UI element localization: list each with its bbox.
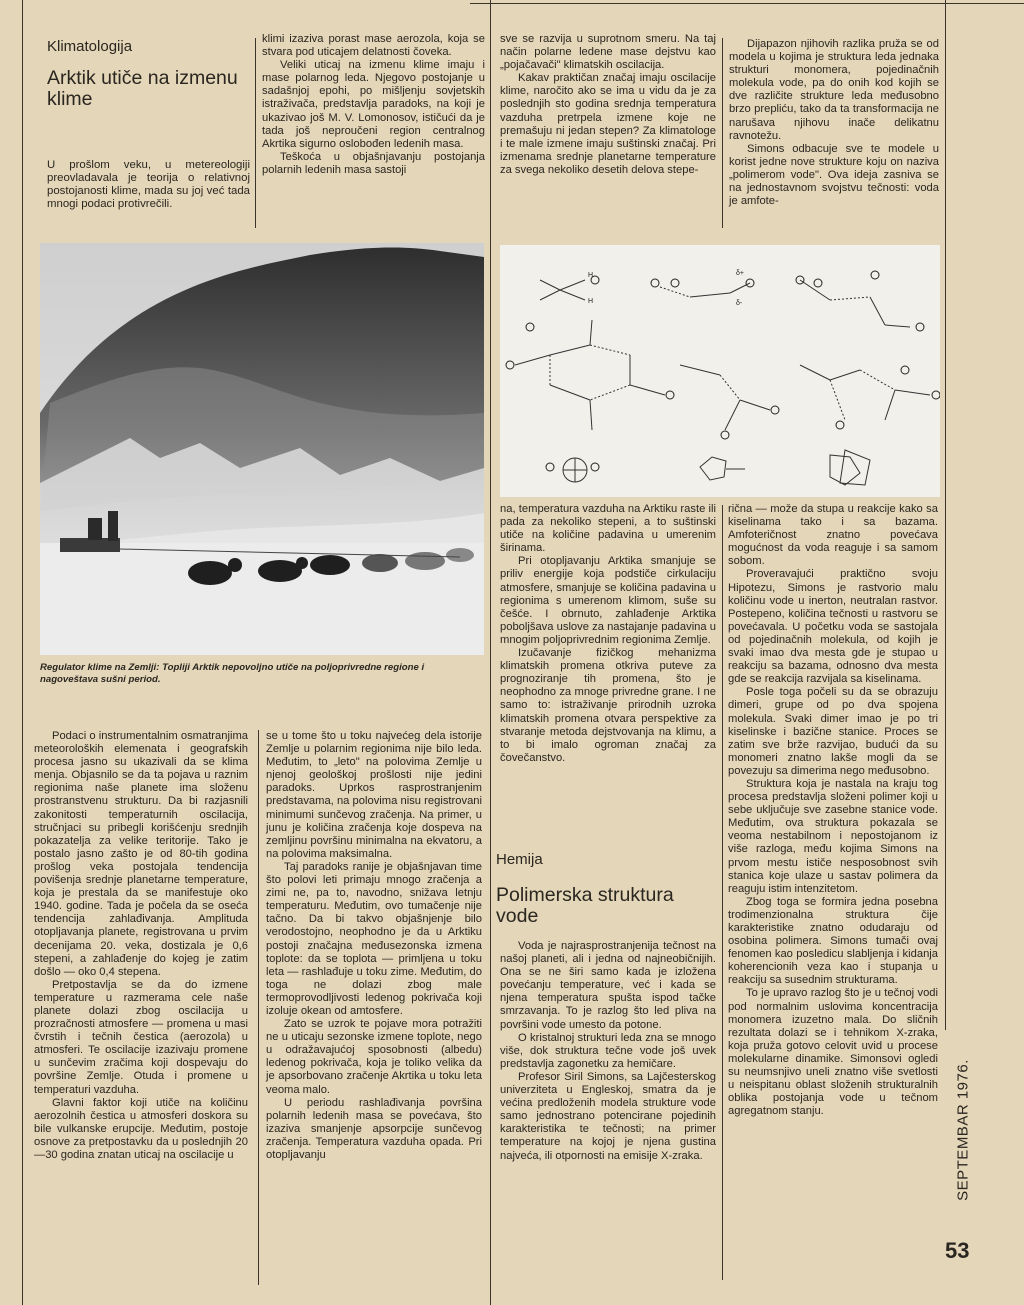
diagram-label: H [588,298,594,305]
paragraph: Izučavanje fizičkog mehanizma klimatskih promena otkriva puteve za prognoziranje tih promena, što je neophodno za mnoge privredne grane. I ne samo to: istraživanje prirodnih uzroka klimatskih promena otvara perspektive za stvaranje metoda dejstvovanja na klimu, a to bi imalo ogroman značaj za čovečanstvo. [500,647,716,764]
paragraph: Pri otopljavanju Arktika smanjuje se priliv energije koja podstiče cirkulaciju atmosfere, smanjuje se količina padavina u regionima s umerenom klimom, suše su češće. I obrnuto, zahlađenje Arktika poboljšava uslove za nastajanje padavina u mnogim poljoprivrednim regionima Zemlje. [500,555,716,646]
paragraph: Podaci o instrumentalnim osmatranjima meteoroloških elemenata i geografskih procesa jasno su ukazivali da se klima menja. Objasnilo se da ta pojava u raznim regionima naše planete ima složenu prostranstvenu strukturu. Da bi razjasnili zakonitosti temperaturnih oscilacija, stručnjaci su pribegli korišćenju srednjih pokazatelja za velike teritorije. Tako je postalo jasno zašto je od 80-tih godina prošlog veka postojala tendencija povišenja srednje planetarne temperature, koja je prestala da se manifestuje oko 1940. godine. Tada je počela da se oseća tendencija zahlađivanja. Amplituda otopljavanja planete, registrovana u prvim decenijama 20. veka, dostizala je 0,6 stepeni, a zahlađenje do kojeg je zatim došlo — oko 0,4 stepena. [34,730,248,978]
page-number: 53 [945,1238,970,1263]
diagram-label: δ- [736,300,743,307]
paragraph: Glavni faktor koji utiče na količinu aerozolnih čestica u atmosferi doskora su bile vulkanske erupcije. Međutim, postoje osnove za pretpostavku da u poslednjih 20—30 godina znatan uticaj na oscilacije u [34,1096,248,1161]
issue-date [952,1040,974,1220]
article-column [500,940,716,1163]
paragraph: O kristalnoj strukturi leda zna se mnogo više, dok struktura tečne vode još uvek predstavlja zagonetku za hemičare. [500,1031,716,1070]
paragraph: Veliki uticaj na izmenu klime imaju i mase polarnog leda. Njegovo postojanje u sadašnjoj epohi, po mišljenju sovjetskih istraživača, predstavlja paradoks, na koji je ukazivao još M. V. Lomonosov, ističući da je tada još neproučeni region centralnog Akrtika sigurno oslobođen ledenih masa. [262,59,485,150]
section-label: Hemija [496,851,543,868]
paragraph: Profesor Siril Simons, sa Lajčesterskog univerziteta u Engleskoj, smatra da je većina predloženih modela strukture vode samo jednostrano potencirane pojedinih karakteristika te tečnosti; na primer temperature na kojoj je njena gustina najveća, ili otpornosti na emisije X-zraka. [500,1070,716,1162]
article-column [728,503,938,1118]
paragraph: Pretpostavlja se da do izmene temperature u razmerama cele naše planete dolazi zbog oscilacija u prozračnosti atmosfere — promena u masi čvrstih i tečnih čestica (aerozola) u atmosferi. Te oscilacije izazivaju promene u sunčevim zračima koji dospevaju do površine Zemlje. Otuda i promene u temperaturi vazduha. [34,978,248,1096]
column-rule [722,505,723,1280]
paragraph: na, temperatura vazduha na Arktiku raste ili pada za nekoliko stepeni, a to suštinski utiče na količine padavina u umerenim širinama. [500,503,716,555]
paragraph: Taj paradoks ranije je objašnjavan time što polovi leti primaju mnogo zračenja a zimi ne, pa to, navodno, snižava letnju temperaturu. Međutim, ovo tumačenje nije tačno. Da bi takvo objašnjenje bilo verodostojno, neophodno je da u Arktiku postoji značajna međusezonska izmena toplote: da se toplota — primljena u toku leta — rashlađuje u toku zime. Međutim, do toga ne dolazi zbog male termoprovodljivosti ledenog pokrivača koji izoluje okean od amtosfere. [266,860,482,1017]
paragraph: rična — može da stupa u reakcije kako sa kiselinama tako i sa bazama. Amfoteričnost znatno povećava mogućnost da voda reaguje i sa samom sobom. [728,503,938,568]
paragraph: Simons odbacuje sve te modele u korist jedne nove strukture koju on naziva „polimerom vode". Ova ideja zasniva se na jednostavnom svojstvu tečnosti: voda je amfote- [729,142,939,208]
paragraph: Dijapazon njihovih razlika pruža se od modela u kojima je struktura leda jednaka strukturi monomera, pojedinačnih molekula vode, pa do onih kod kojih se dve različite strukture leda međusobno brzo prepliću, tako da ta transformacija ne narušava njihovu inače delikatnu ravnotežu. [729,38,939,142]
article-title: Arktik utiče na izmenu klime [47,67,238,110]
paragraph: To je upravo razlog što je u tečnoj vodi pod normalnim uslovima koncentracija monomera izuzetno mala. Do sličnih rezultata dolazi se i tehnikom X-zraka, koja pruža gotovo celovit uvid u procese molekularne dinamike. Simonsovi ogledi su neumsnjivo uneli znatno više svetlosti u neispitanu oblast složenih strukturalnih oblika postojanja vode u tečnom agregatnom stanju. [728,987,938,1118]
column-rule [255,38,256,228]
paragraph: Proveravajući praktično svoju Hipotezu, Simons je rastvorio malu količinu vode u inerton, neutralan rastvor. Postepeno, količina tečnosti u rastvoru se povećavala. U početku voda se sastojala od pojedinačnih molekula, od kojih je svaki imao dva mesta gde je stupao u reakciju sa bazama, odnosno dva mesta gde se reakcija razvijala sa kiselinama. [728,568,938,686]
paragraph: sve se razvija u suprotnom smeru. Na taj način polarne ledene mase dejstvu kao „pojačavači" klimatskih oscilacija. [500,33,716,72]
article-lede: U prošlom veku, u metereologiji preovladavala je teorija o relativnoj postojanosti klime, mada su joj već tada mnogi podaci protivrečili. [47,159,250,210]
section-label: Klimatologija [47,38,133,55]
paragraph: Zbog toga se formira jedna posebna trodimenzionalna struktura čije karakteristike znatno odudaraju od osobina polimera. Simons tumači ovaj fenomen kao posledicu slabljenja i kidanja koherencionih veza kao i stupanja u reakciju sa susednim strukturama. [728,895,938,987]
article-column [266,730,482,1162]
arctic-landscape-image [40,243,484,655]
photo-caption: Regulator klime na Zemlji: Topliji Arktik nepovoljno utiče na poljoprivredne regione i nagoveštava sušni period. [40,662,425,685]
article-column [500,33,716,177]
paragraph: Struktura koja je nastala na kraju tog procesa predstavlja složeni polimer koji u sebe uključuje sve zasebne stanice vode. Međutim, ova struktura pokazala se veoma nestabilnom i nepostojanom iz više razloga, među kojima Simons na prvom mestu ističe nesposobnost svih stanica koje ulaze u sastav polimera da reaguju istim intenzitetom. [728,777,938,895]
top-rule [470,3,1024,4]
article-column [262,33,485,177]
center-rule [490,0,491,1305]
right-margin-rule [945,0,946,1030]
paragraph: Zato se uzrok te pojave mora potražiti ne u uticaju sezonske izmene toplote, nego u odražavajućoj sposobnosti (albedu) ledenog pokrivača, koja je toliko velika da je apsorbovano zračenje Akrtika u toku leta veoma malo. [266,1018,482,1096]
article-title: Polimerska struktura vode [496,884,674,927]
paragraph: Teškoća u objašnjavanju postojanja polarnih ledenih masa sastoji [262,150,485,176]
article-column [729,38,939,208]
diagram-label: δ+ [736,270,744,277]
article-column [500,503,716,765]
paragraph: U periodu rashlađivanja površina polarnih ledenih masa se povećava, što izaziva smanjenje apsorpcije sunčevog zračenja. Temperatura vazduha opada. Pri otopljavanju [266,1096,482,1161]
water-polymer-diagram [500,245,940,497]
article-column [34,730,248,1162]
paragraph: Voda je najrasprostranjenija tečnost na našoj planeti, ali i jedna od najneobičnijih. Ona se ne širi samo kada je izložena povećanju temperature, već i kada se njena temperatura spušta ispod tačke smrzavanja. To je razlog što led pliva na površini vode umesto da potone. [500,940,716,1031]
issue-date-text: SEPTEMBAR 1976. [954,1059,972,1201]
diagram-label: H [588,272,594,279]
molecular-structure-image [500,245,940,497]
arctic-sled-dog-photo [40,243,484,655]
paragraph: klimi izaziva porast mase aerozola, koja se stvara pod uticajem delatnosti čoveka. [262,33,485,59]
paragraph: Posle toga počeli su da se obrazuju dimeri, grupe od po dva spojena molekula. Svaki dimer imao je po tri kiselinske i bazične stanice. Proces se zatim sve brže razvijao, budući da su monomeri znatno lakše mogli da se povezuju sa dimerima nego međusobno. [728,686,938,777]
paragraph: Kakav praktičan značaj imaju oscilacije klime, naročito ako se ima u vidu da je za poslednjih sto godina srednja temperatura vazduha pretrpela izmene koje ne premašuju ni jedan stepen? Za klimatologe i te male izmene imaju suštinski značaj. Pri izmenama srednje planetarne temperature za svega nekoliko desetih delova stepe- [500,72,716,176]
column-rule [258,730,259,1285]
paragraph: se u tome što u toku najvećeg dela istorije Zemlje u polarnim regionima nije bilo leda. Međutim, to „leto" na polovima Zemlje u njenoj geološkoj prošlosti nije jedini paradoks. Uprkos rasprostranjenim predstavama, na polovima nisu registrovani minimumi sunčevog zračenja. Na primer, u junu je količina zračenja koje dospeva na zemljinu površinu minimalna na ekvatoru, a na polovima maksimalna. [266,730,482,860]
left-margin-rule [22,0,23,1305]
column-rule [722,38,723,228]
